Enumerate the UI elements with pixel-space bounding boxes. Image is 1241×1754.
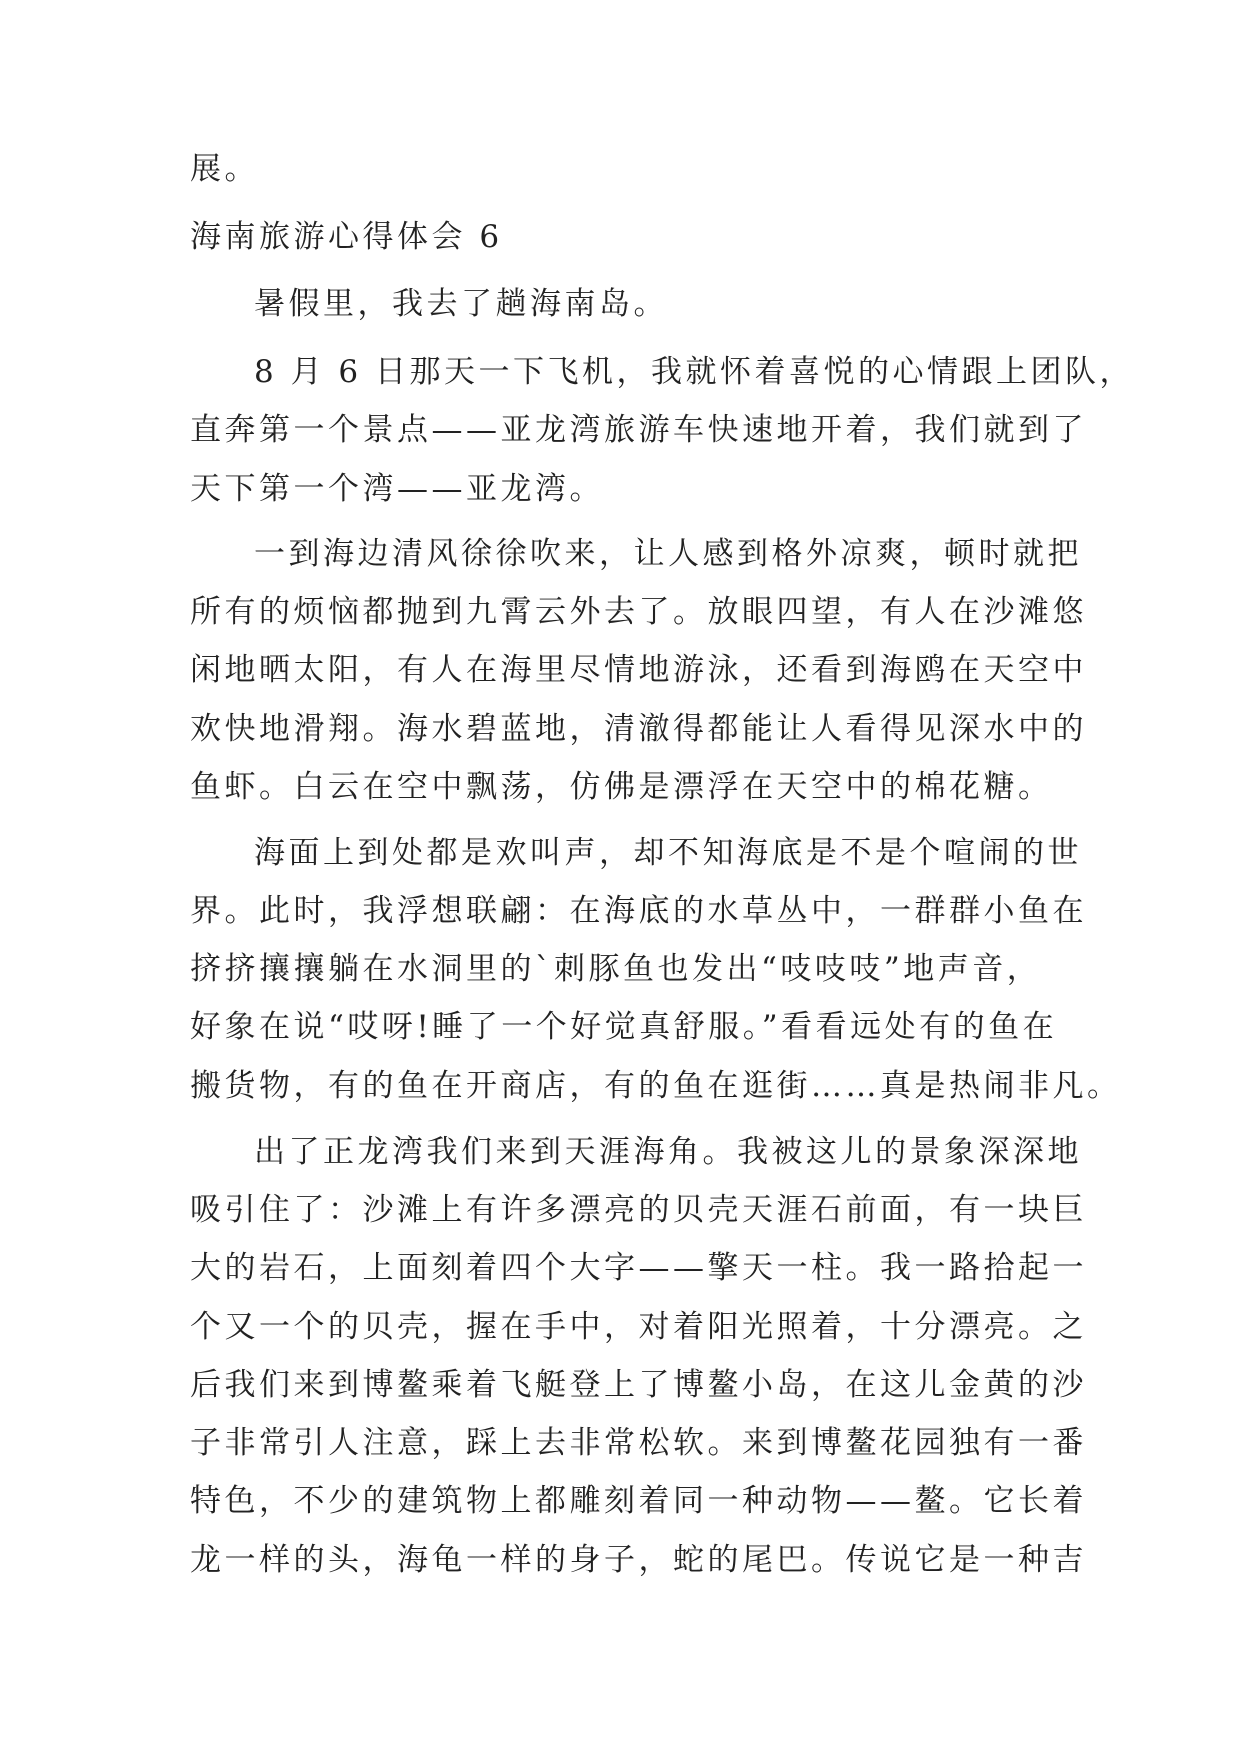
paragraph-line: 闲地晒太阳，有人在海里尽情地游泳，还看到海鸥在天空中 bbox=[190, 652, 1087, 688]
paragraph-line: 直奔第一个景点——亚龙湾旅游车快速地开着，我们就到了 bbox=[190, 412, 1087, 448]
paragraph-line: 海面上到处都是欢叫声，却不知海底是不是个喧闹的世 bbox=[254, 835, 1082, 871]
paragraph-line: 吸引住了：沙滩上有许多漂亮的贝壳天涯石前面，有一块巨 bbox=[190, 1192, 1087, 1228]
paragraph-line: 出了正龙湾我们来到天涯海角。我被这儿的景象深深地 bbox=[254, 1134, 1082, 1170]
paragraph-line: 个又一个的贝壳，握在手中，对着阳光照着，十分漂亮。之 bbox=[190, 1309, 1087, 1345]
paragraph-line: 挤挤攘攘躺在水洞里的`刺豚鱼也发出“吱吱吱”地声音， bbox=[190, 951, 1042, 987]
paragraph-line: 搬货物，有的鱼在开商店，有的鱼在逛街……真是热闹非凡。 bbox=[190, 1068, 1122, 1104]
paragraph-line: 8 月 6 日那天一下飞机，我就怀着喜悦的心情跟上团队， bbox=[254, 354, 1135, 390]
paragraph-line: 大的岩石，上面刻着四个大字——擎天一柱。我一路拾起一 bbox=[190, 1250, 1087, 1286]
paragraph-line: 暑假里，我去了趟海南岛。 bbox=[254, 286, 668, 322]
paragraph-line: 界。此时，我浮想联翩：在海底的水草丛中，一群群小鱼在 bbox=[190, 893, 1087, 929]
paragraph-line: 一到海边清风徐徐吹来，让人感到格外凉爽，顿时就把 bbox=[254, 536, 1082, 572]
paragraph-line: 好象在说“哎呀!睡了一个好觉真舒服。”看看远处有的鱼在 bbox=[190, 1009, 1058, 1045]
paragraph-line: 子非常引人注意，踩上去非常松软。来到博鳌花园独有一番 bbox=[190, 1425, 1087, 1461]
paragraph-line: 鱼虾。白云在空中飘荡，仿佛是漂浮在天空中的棉花糖。 bbox=[190, 769, 1053, 805]
paragraph-line: 所有的烦恼都抛到九霄云外去了。放眼四望，有人在沙滩悠 bbox=[190, 594, 1087, 630]
paragraph-line: 天下第一个湾——亚龙湾。 bbox=[190, 471, 604, 507]
paragraph-line: 特色，不少的建筑物上都雕刻着同一种动物——鳌。它长着 bbox=[190, 1483, 1087, 1519]
paragraph-line: 展。 bbox=[190, 151, 259, 187]
paragraph-line: 后我们来到博鳌乘着飞艇登上了博鳌小岛，在这儿金黄的沙 bbox=[190, 1367, 1087, 1403]
section-heading: 海南旅游心得体会 6 bbox=[190, 219, 503, 255]
paragraph-line: 欢快地滑翔。海水碧蓝地，清澈得都能让人看得见深水中的 bbox=[190, 711, 1087, 747]
paragraph-line: 龙一样的头，海龟一样的身子，蛇的尾巴。传说它是一种吉 bbox=[190, 1542, 1087, 1578]
